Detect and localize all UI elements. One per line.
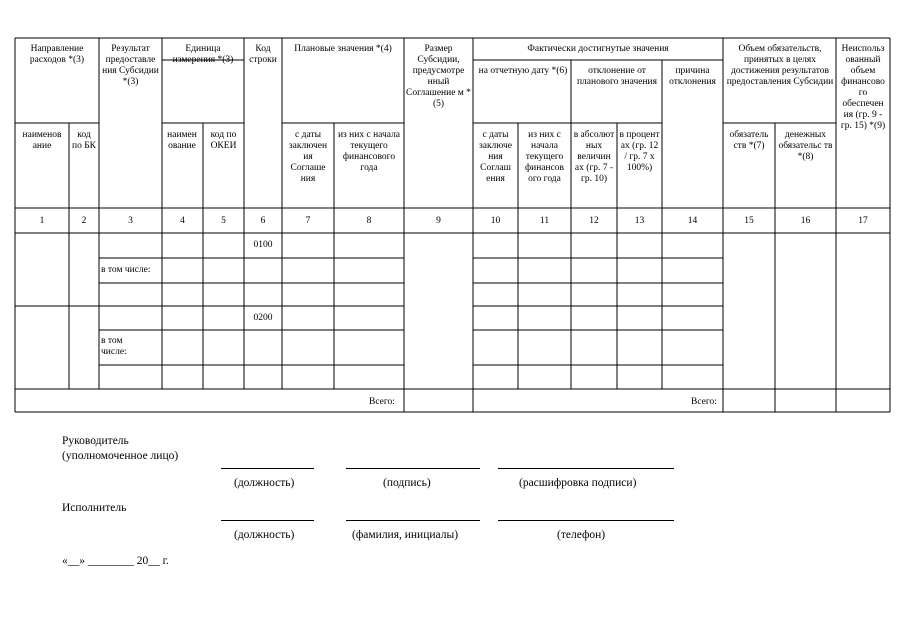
- header-dev-abs: в абсолют ных величин ах (гр. 7 - гр. 10): [573, 130, 615, 184]
- header-obligations: Объем обязательств, принятых в целях достижения результатов предоставления Субсидии: [726, 44, 834, 87]
- header-unit: Единица измерения *(3): [172, 44, 234, 65]
- row-code-0100: 0100: [253, 240, 273, 250]
- col-number: 17: [858, 216, 868, 226]
- header-plan-from-date: с даты заключен ия Соглаше ния: [288, 130, 328, 184]
- col-number: 8: [366, 216, 372, 226]
- header-actual: Фактически достигнутые значения: [527, 44, 669, 54]
- head-label-sub: (уполномоченное лицо): [62, 450, 179, 462]
- header-result: Результат предоставле ния Субсидии *(3): [102, 44, 159, 87]
- head-label: Руководитель: [62, 435, 129, 447]
- col-number: 1: [39, 216, 45, 226]
- header-name: наименов ание: [22, 130, 62, 151]
- col-number: 16: [800, 216, 811, 226]
- row-code-0200: 0200: [253, 313, 273, 323]
- header-rep-from-year: из них с начала текущего финансов ого года: [524, 130, 565, 184]
- signature-line: [346, 468, 480, 469]
- header-plan-from-year: из них с начала текущего финансового года: [337, 130, 401, 173]
- row-including-1: в том числе:: [101, 265, 151, 275]
- col-number: 6: [260, 216, 266, 226]
- phone-line: [498, 520, 674, 521]
- header-okei: код по ОКЕИ: [210, 130, 237, 151]
- header-obligations-sub: обязатель ств *(7): [729, 130, 769, 151]
- col-number: 10: [490, 216, 501, 226]
- col-number: 9: [436, 216, 441, 226]
- position-line-2: [221, 520, 314, 521]
- header-report-date: на отчетную дату *(6): [478, 66, 568, 76]
- executor-label: Исполнитель: [62, 502, 127, 514]
- header-line-code: Код строки: [249, 44, 277, 65]
- phone-caption: (телефон): [557, 529, 606, 541]
- col-number: 13: [634, 216, 645, 226]
- col-number: 4: [180, 216, 185, 226]
- position-line: [221, 468, 314, 469]
- header-unused: Неиспольз ованный объем финансово го обеспечен ия (гр. 9 - гр. 15) *(9): [840, 44, 886, 131]
- row-including-2: в том числе:: [101, 336, 127, 357]
- fio-caption: (фамилия, инициалы): [352, 529, 459, 541]
- position-caption: (должность): [234, 477, 295, 489]
- col-number: 5: [221, 216, 226, 226]
- total-label-plan: Всего:: [369, 397, 395, 407]
- date-line: «__» ________ 20__ г.: [62, 555, 169, 567]
- header-unit-name: наимен ование: [167, 130, 197, 151]
- header-monetary: денежных обязательс тв *(8): [778, 130, 833, 162]
- col-number: 7: [305, 216, 311, 226]
- header-deviation: отклонение от планового значения: [576, 66, 658, 87]
- col-number: 3: [128, 216, 133, 226]
- sign-decode-caption: (расшифровка подписи): [519, 477, 637, 489]
- header-dev-pct: в процент ах (гр. 12 / гр. 7 x 100%): [619, 130, 660, 173]
- header-kbk: код по БК: [72, 130, 96, 151]
- header-reason: причина отклонения: [669, 66, 716, 87]
- col-number: 11: [539, 216, 550, 226]
- col-number: 14: [687, 216, 698, 226]
- total-label-actual: Всего:: [691, 397, 717, 407]
- col-number: 2: [81, 216, 87, 226]
- col-number: 12: [589, 216, 599, 226]
- header-direction: Направление расходов *(3): [29, 44, 85, 65]
- signature-caption: (подпись): [383, 477, 431, 489]
- header-plan: Плановые значения *(4): [294, 44, 392, 54]
- fio-line: [346, 520, 480, 521]
- col-number: 15: [744, 216, 754, 226]
- position-caption-2: (должность): [234, 529, 295, 541]
- decode-line: [498, 468, 674, 469]
- header-subsidy-size: Размер Субсидии, предусмотре нный Соглашение м *(5): [406, 44, 471, 109]
- header-rep-from-date: с даты заключе ния Соглаш ения: [478, 130, 513, 184]
